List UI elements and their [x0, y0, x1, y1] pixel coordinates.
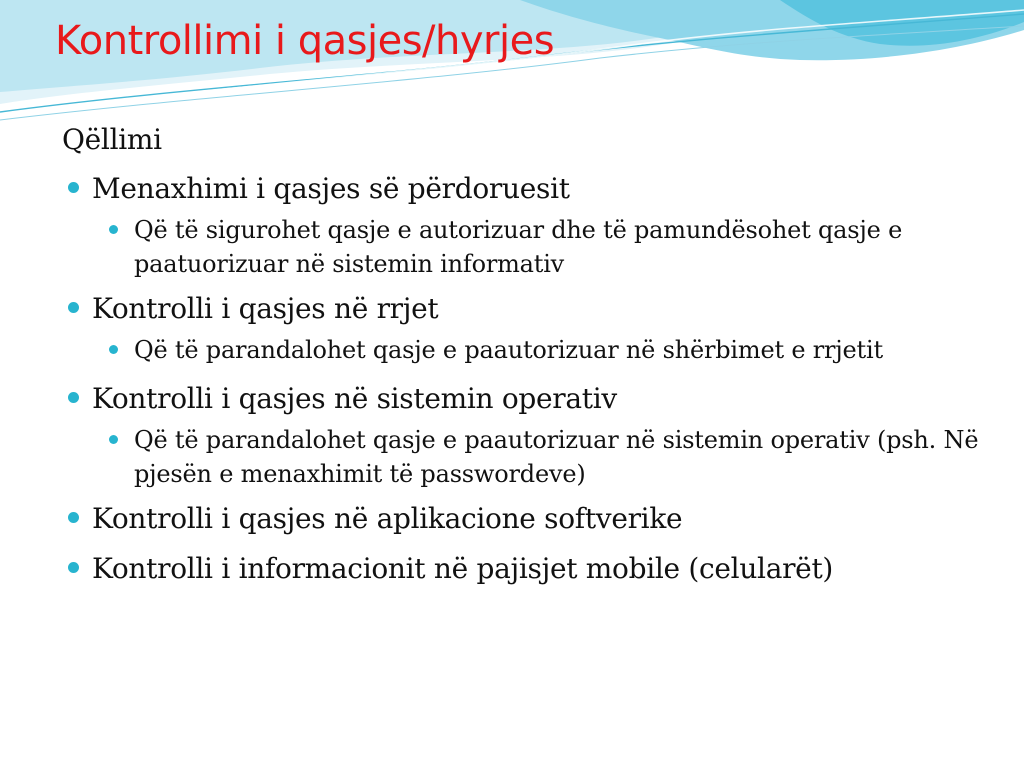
bullet-dot-icon: [109, 435, 118, 444]
bullet-dot-icon: [68, 182, 79, 193]
bullet-item: [62, 171, 982, 207]
bullet-dot-icon: [109, 225, 118, 234]
slide-content: [62, 122, 982, 587]
bullet-dot-icon: [68, 562, 79, 573]
bullet-item: [62, 291, 982, 327]
sub-bullet-text: Që të sigurohet qasje e autorizuar dhe të pamundësohet qasje e paatuorizuar në sistemin informativ: [134, 216, 903, 278]
sub-bullet-item: [62, 213, 982, 281]
bullet-text: Menaxhimi i qasjes së përdoruesit: [92, 172, 570, 205]
bullet-text: Kontrolli i qasjes në aplikacione softverike: [92, 502, 683, 535]
sub-bullet-text: Që të parandalohet qasje e paautorizuar në sistemin operativ (psh. Në pjesën e menaxhimit të passwordeve): [134, 426, 979, 488]
slide-title: Kontrollimi i qasjes/hyrjes: [55, 18, 555, 64]
sub-bullet-item: [62, 423, 982, 491]
bullet-dot-icon: [109, 345, 118, 354]
bullet-item: [62, 551, 982, 587]
bullet-text: Kontrolli i qasjes në rrjet: [92, 292, 439, 325]
bullet-item: [62, 501, 982, 537]
bullet-dot-icon: [68, 392, 79, 403]
bullet-text: Kontrolli i qasjes në sistemin operativ: [92, 382, 617, 415]
bullet-dot-icon: [68, 512, 79, 523]
bullet-item: [62, 381, 982, 417]
sub-bullet-item: [62, 333, 982, 367]
sub-bullet-text: Që të parandalohet qasje e paautorizuar në shërbimet e rrjetit: [134, 336, 883, 364]
bullet-dot-icon: [68, 302, 79, 313]
bullet-text: Kontrolli i informacionit në pajisjet mobile (celularët): [92, 552, 834, 585]
section-heading: Qëllimi: [62, 123, 162, 156]
